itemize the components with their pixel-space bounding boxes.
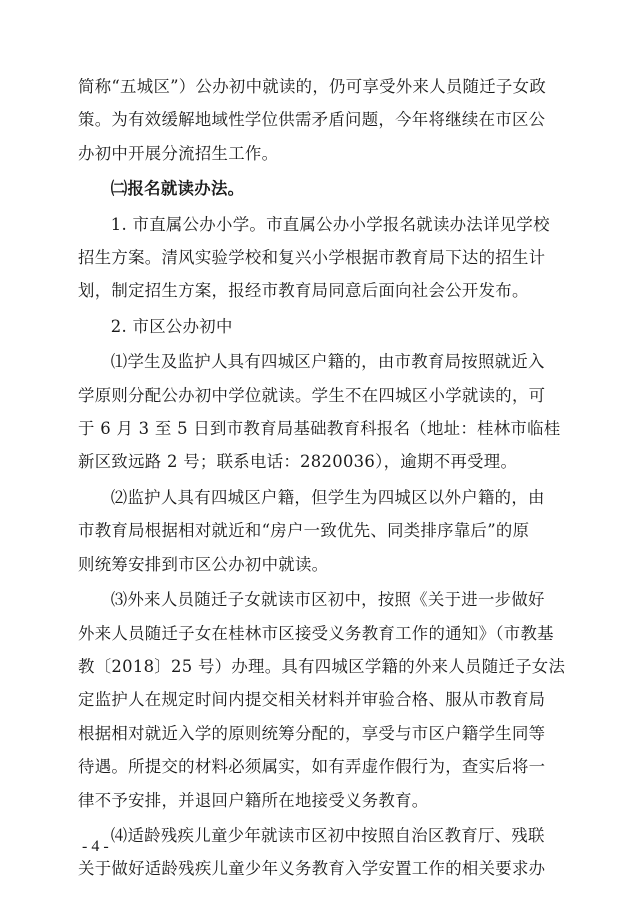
text-line: 则统筹安排到市区公办初中就读。 bbox=[78, 554, 329, 574]
text-line: 律不予安排，并退回户籍所在地接受义务教育。 bbox=[78, 790, 429, 810]
text-line: 定监护人在规定时间内提交相关材料并审验合格、服从市教育局 bbox=[78, 690, 546, 710]
paragraph-item-4 bbox=[78, 819, 562, 886]
text-line: 办初中开展分流招生工作。 bbox=[78, 143, 279, 163]
text-line: 待遇。所提交的材料必须属实，如有弄虚作假行为，查实后将一 bbox=[78, 757, 546, 777]
text-line: 外来人员随迁子女在桂林市区接受义务教育工作的通知》（市教基 bbox=[78, 623, 554, 643]
section-heading bbox=[78, 172, 562, 205]
subheading-middle-school bbox=[78, 310, 562, 343]
text-line: ⑶外来人员随迁子女就读市区初中，按照《关于进一步做好 bbox=[110, 590, 545, 610]
text-line: 关于做好适龄残疾儿童少年义务教育入学安置工作的相关要求办 bbox=[78, 859, 546, 879]
paragraph-item-3 bbox=[78, 583, 566, 817]
document-body bbox=[78, 70, 566, 888]
text-line: ⑷适龄残疾儿童少年就读市区初中按照自治区教育厅、残联 bbox=[110, 825, 545, 845]
paragraph-continuation bbox=[78, 70, 562, 170]
text-line: 1. 市直属公办小学。市直属公办小学报名就读办法详见学校 bbox=[110, 214, 550, 234]
paragraph-item-1 bbox=[78, 345, 562, 479]
text-line: 教〔2018〕25 号）办理。具有四城区学籍的外来人员随迁子女法 bbox=[78, 656, 566, 676]
subheading-text: 2. 市区公办初中 bbox=[110, 316, 233, 336]
text-line: 学原则分配公办初中学位就读。学生不在四城区小学就读的，可 bbox=[78, 385, 546, 405]
text-line: 招生方案。清风实验学校和复兴小学根据市教育局下达的招生计 bbox=[78, 248, 546, 268]
text-line: ⑵监护人具有四城区户籍，但学生为四城区以外户籍的，由 bbox=[110, 487, 545, 507]
paragraph-primary-school bbox=[78, 208, 562, 308]
text-line: 划，制定招生方案，报经市教育局同意后面向社会公开发布。 bbox=[78, 281, 529, 301]
text-line: 简称“五城区”）公办初中就读的，仍可享受外来人员随迁子女政 bbox=[78, 77, 547, 96]
text-line: 策。为有效缓解地域性学位供需矛盾问题，今年将继续在市区公 bbox=[78, 110, 546, 130]
text-line: 于 6 月 3 至 5 日到市教育局基础教育科报名（地址：桂林市临桂 bbox=[78, 419, 561, 439]
page-number: - 4 - bbox=[82, 838, 109, 855]
text-line: 根据相对就近入学的原则统筹分配的，享受与市区户籍学生同等 bbox=[78, 723, 546, 743]
text-line: ⑴学生及监护人具有四城区户籍的，由市教育局按照就近入 bbox=[110, 352, 545, 372]
paragraph-item-2 bbox=[78, 481, 562, 581]
heading-text: ㈡报名就读办法。 bbox=[110, 179, 245, 199]
text-line: 市教育局根据相对就近和“房户一致优先、同类排序靠后”的原 bbox=[78, 521, 530, 541]
text-line: 新区致远路 2 号；联系电话：2820036），逾期不再受理。 bbox=[78, 452, 518, 472]
